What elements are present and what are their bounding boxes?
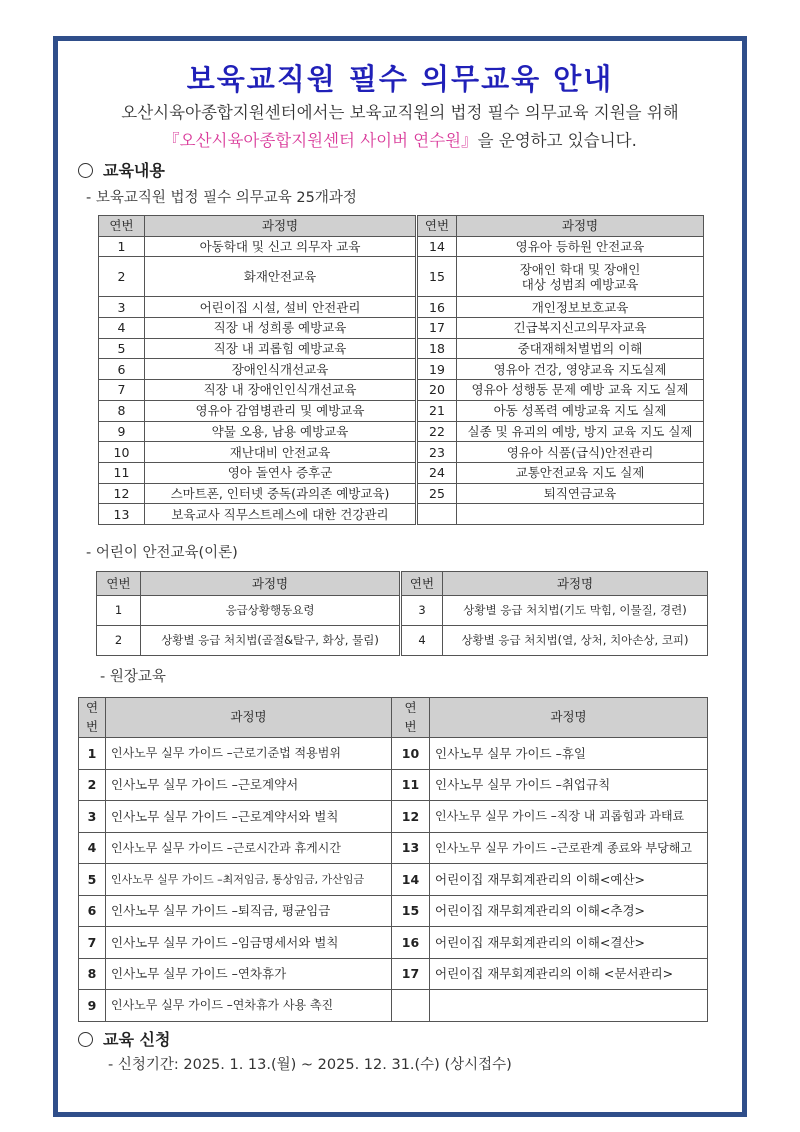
course-name-cell: 장애인식개선교육 (145, 359, 417, 380)
course-name-cell: 영유아 성행동 문제 예방 교육 지도 실제 (457, 380, 704, 401)
course-name-cell: 인사노무 실무 가이드 –취업규칙 (430, 769, 708, 801)
table-row (99, 297, 704, 318)
table-row (99, 400, 704, 421)
row-number-cell: 13 (99, 504, 145, 525)
row-number-cell: 10 (99, 442, 145, 463)
row-number-cell: 17 (417, 318, 457, 339)
course-name-cell: 상황별 응급 처치법(기도 막힘, 이물질, 경련) (443, 596, 708, 626)
course-name-cell: 아동 성폭력 예방교육 지도 실제 (457, 400, 704, 421)
course-name-cell: 인사노무 실무 가이드 –연차휴가 사용 촉진 (106, 990, 392, 1022)
course-name-cell: 아동학대 및 신고 의무자 교육 (145, 236, 417, 257)
course-name-cell: 보육교사 직무스트레스에 대한 건강관리 (145, 504, 417, 525)
row-number-cell: 15 (417, 257, 457, 297)
section-application-title: 교육 신청 (103, 1030, 171, 1049)
col-header-course: 과정명 (457, 216, 704, 237)
col-header-no: 연번 (401, 572, 443, 596)
row-number-cell: 17 (392, 958, 430, 990)
row-number-cell: 14 (392, 864, 430, 896)
row-number-cell: 7 (79, 927, 106, 959)
intro-line-1: 오산시육아종합지원센터에서는 보육교직원의 법정 필수 의무교육 지원을 위해 (121, 103, 679, 122)
intro-line-2-rest: 을 운영하고 있습니다. (477, 131, 637, 150)
col-header-no: 연번 (417, 216, 457, 237)
row-number-cell: 10 (392, 738, 430, 770)
table-row (99, 421, 704, 442)
col-header-no: 연번 (99, 216, 145, 237)
row-number-cell: 14 (417, 236, 457, 257)
table-row (99, 359, 704, 380)
course-name-cell: 어린이집 재무회계관리의 이해<결산> (430, 927, 708, 959)
table-row (79, 832, 708, 864)
circle-bullet-icon (78, 1032, 93, 1047)
course-name-cell: 긴급복지신고의무자교육 (457, 318, 704, 339)
child-safety-table (96, 571, 708, 656)
course-name-cell: 직장 내 장애인인식개선교육 (145, 380, 417, 401)
row-number-cell: 22 (417, 421, 457, 442)
course-name-cell: 인사노무 실무 가이드 –최저임금, 통상임금, 가산임금 (106, 864, 392, 896)
course-name-cell: 영아 돌연사 증후군 (145, 462, 417, 483)
intro-line-2 (58, 127, 742, 151)
course-name-cell: 인사노무 실무 가이드 –근로계약서와 벌칙 (106, 801, 392, 833)
course-name-cell: 인사노무 실무 가이드 –연차휴가 (106, 958, 392, 990)
course-name-cell: 영유아 감염병관리 및 예방교육 (145, 400, 417, 421)
table-row (79, 801, 708, 833)
row-number-cell: 4 (79, 832, 106, 864)
col-header-no: 연번 (97, 572, 141, 596)
section-education-content-title: 교육내용 (103, 161, 165, 180)
course-name-cell: 개인정보보호교육 (457, 297, 704, 318)
row-number-cell: 23 (417, 442, 457, 463)
course-name-cell (430, 990, 708, 1022)
table-row (99, 462, 704, 483)
course-name-cell: 약물 오용, 남용 예방교육 (145, 421, 417, 442)
course-name-cell: 화재안전교육 (145, 257, 417, 297)
row-number-cell: 16 (417, 297, 457, 318)
table-row (79, 864, 708, 896)
row-number-cell: 12 (392, 801, 430, 833)
director-course-table (78, 697, 708, 1022)
course-name-cell: 인사노무 실무 가이드 –근로계약서 (106, 769, 392, 801)
row-number-cell: 4 (401, 626, 443, 656)
application-period: - 신청기간: 2025. 1. 13.(월) ~ 2025. 12. 31.(수) (상시접수) (108, 1057, 512, 1073)
table-row (79, 769, 708, 801)
row-number-cell: 2 (79, 769, 106, 801)
course-name-cell: 인사노무 실무 가이드 –퇴직금, 평균임금 (106, 895, 392, 927)
table-row (79, 927, 708, 959)
course-name-cell: 직장 내 성희롱 예방교육 (145, 318, 417, 339)
course-name-cell: 인사노무 실무 가이드 –임금명세서와 벌칙 (106, 927, 392, 959)
col-header-course: 과정명 (430, 698, 708, 738)
course-name-cell: 인사노무 실무 가이드 –근로기준법 적용범위 (106, 738, 392, 770)
row-number-cell: 19 (417, 359, 457, 380)
table-row (99, 257, 704, 297)
subsection-director: - 원장교육 (100, 669, 166, 685)
row-number-cell: 13 (392, 832, 430, 864)
table-row (99, 338, 704, 359)
course-name-cell: 직장 내 괴롭힘 예방교육 (145, 338, 417, 359)
row-number-cell: 3 (401, 596, 443, 626)
row-number-cell: 4 (99, 318, 145, 339)
table-row (79, 738, 708, 770)
row-number-cell: 8 (99, 400, 145, 421)
row-number-cell (417, 504, 457, 525)
course-name-cell: 재난대비 안전교육 (145, 442, 417, 463)
course-name-cell: 퇴직연금교육 (457, 483, 704, 504)
row-number-cell: 15 (392, 895, 430, 927)
course-name-cell: 어린이집 시설, 설비 안전관리 (145, 297, 417, 318)
row-number-cell: 21 (417, 400, 457, 421)
course-name-cell: 교통안전교육 지도 실제 (457, 462, 704, 483)
course-name-cell: 인사노무 실무 가이드 –휴일 (430, 738, 708, 770)
table-row (97, 626, 708, 656)
row-number-cell: 1 (97, 596, 141, 626)
row-number-cell: 11 (99, 462, 145, 483)
course-name-cell: 중대재해처벌법의 이해 (457, 338, 704, 359)
col-header-course: 과정명 (145, 216, 417, 237)
table-row (99, 236, 704, 257)
row-number-cell: 24 (417, 462, 457, 483)
course-name-cell: 인사노무 실무 가이드 –직장 내 괴롭힘과 과태료 (430, 801, 708, 833)
table-row (99, 483, 704, 504)
table-header-row (97, 572, 708, 596)
row-number-cell: 5 (79, 864, 106, 896)
course-name-cell (457, 504, 704, 525)
table-row (99, 380, 704, 401)
row-number-cell: 18 (417, 338, 457, 359)
col-header-course: 과정명 (443, 572, 708, 596)
circle-bullet-icon (78, 163, 93, 178)
course-name-cell: 어린이집 재무회계관리의 이해<추경> (430, 895, 708, 927)
course-name-cell: 어린이집 재무회계관리의 이해 <문서관리> (430, 958, 708, 990)
mandatory-course-table (98, 215, 704, 525)
course-name-cell: 어린이집 재무회계관리의 이해<예산> (430, 864, 708, 896)
col-header-no: 연 번 (392, 698, 430, 738)
course-name-cell: 인사노무 실무 가이드 –근로시간과 휴게시간 (106, 832, 392, 864)
table-row (99, 442, 704, 463)
row-number-cell: 8 (79, 958, 106, 990)
section-education-content (78, 158, 165, 181)
table-header-row (79, 698, 708, 738)
course-name-cell: 실종 및 유괴의 예방, 방지 교육 지도 실제 (457, 421, 704, 442)
brand-name: 『오산시육아종합지원센터 사이버 연수원』 (163, 131, 478, 150)
row-number-cell: 6 (99, 359, 145, 380)
col-header-no: 연 번 (79, 698, 106, 738)
row-number-cell: 2 (99, 257, 145, 297)
subsection-mandatory: - 보육교직원 법정 필수 의무교육 25개과정 (86, 190, 357, 206)
row-number-cell: 3 (99, 297, 145, 318)
row-number-cell: 2 (97, 626, 141, 656)
table-header-row (99, 216, 704, 237)
row-number-cell: 1 (79, 738, 106, 770)
section-application (78, 1027, 170, 1050)
page-title: 보육교직원 필수 의무교육 안내 (186, 62, 614, 96)
row-number-cell: 16 (392, 927, 430, 959)
table-row (99, 318, 704, 339)
row-number-cell: 3 (79, 801, 106, 833)
col-header-course: 과정명 (106, 698, 392, 738)
row-number-cell: 9 (99, 421, 145, 442)
course-name-cell: 영유아 등하원 안전교육 (457, 236, 704, 257)
row-number-cell: 6 (79, 895, 106, 927)
table-row (79, 958, 708, 990)
course-name-cell: 응급상황행동요령 (141, 596, 401, 626)
row-number-cell: 1 (99, 236, 145, 257)
row-number-cell (392, 990, 430, 1022)
course-name-cell: 인사노무 실무 가이드 –근로관계 종료와 부당해고 (430, 832, 708, 864)
row-number-cell: 7 (99, 380, 145, 401)
table-row (97, 596, 708, 626)
table-row (79, 895, 708, 927)
col-header-course: 과정명 (141, 572, 401, 596)
course-name-cell: 장애인 학대 및 장애인 대상 성범죄 예방교육 (457, 257, 704, 297)
course-name-cell: 상황별 응급 처치법(골절&탈구, 화상, 물림) (141, 626, 401, 656)
row-number-cell: 12 (99, 483, 145, 504)
row-number-cell: 11 (392, 769, 430, 801)
course-name-cell: 상황별 응급 처치법(열, 상처, 치아손상, 코피) (443, 626, 708, 656)
row-number-cell: 20 (417, 380, 457, 401)
row-number-cell: 5 (99, 338, 145, 359)
course-name-cell: 스마트폰, 인터넷 중독(과의존 예방교육) (145, 483, 417, 504)
row-number-cell: 9 (79, 990, 106, 1022)
course-name-cell: 영유아 건강, 영양교육 지도실제 (457, 359, 704, 380)
subsection-child-safety: - 어린이 안전교육(이론) (86, 545, 238, 561)
row-number-cell: 25 (417, 483, 457, 504)
course-name-cell: 영유아 식품(급식)안전관리 (457, 442, 704, 463)
table-row (99, 504, 704, 525)
table-row (79, 990, 708, 1022)
